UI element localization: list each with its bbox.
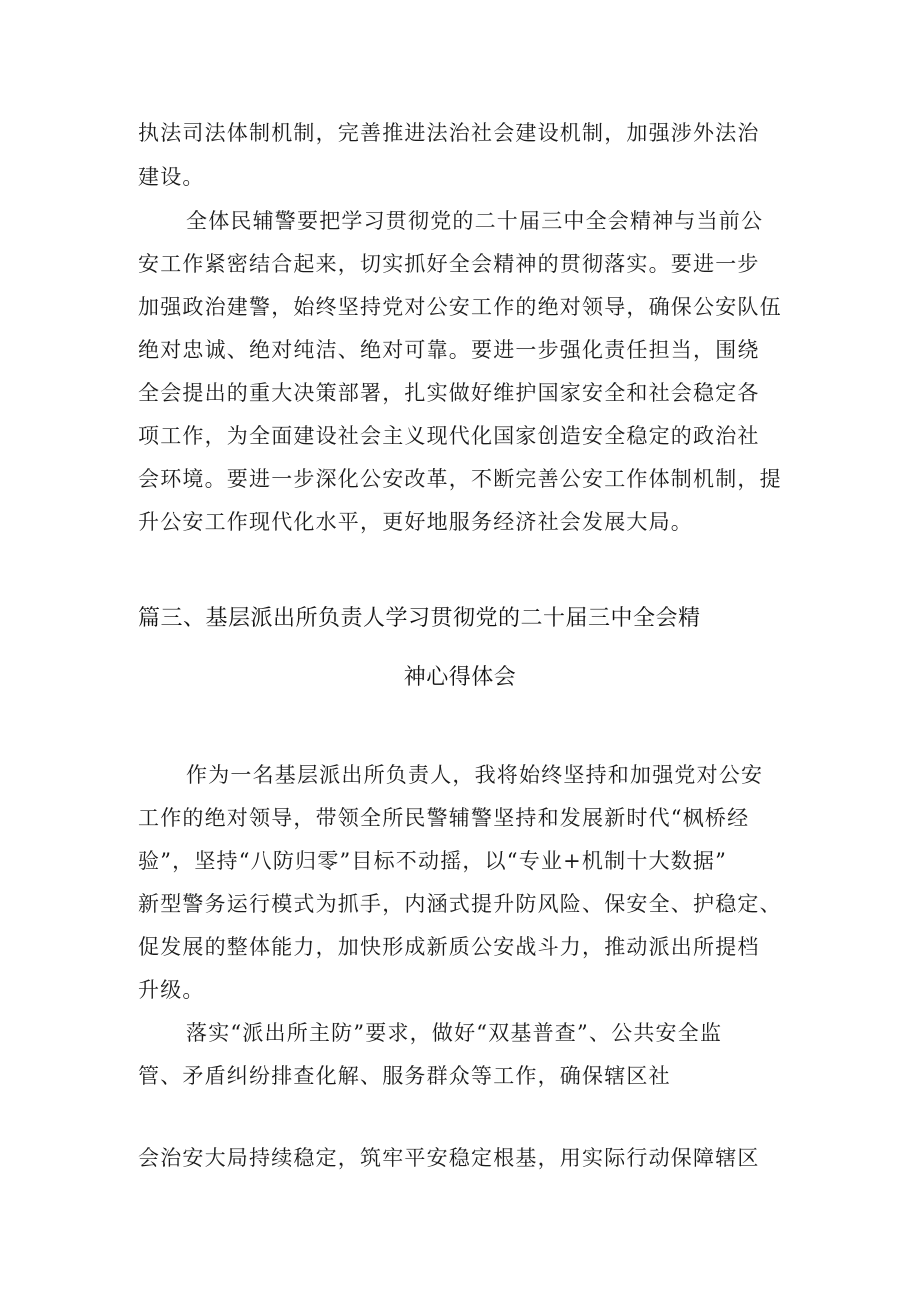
text-line: 绝对忠诚、绝对纯洁、绝对可靠。要进一步强化责任担当，围绕 bbox=[138, 338, 760, 362]
text-line: 会治安大局持续稳定，筑牢平安稳定根基，用实际行动保障辖区 bbox=[138, 1146, 760, 1170]
text-line: 加强政治建警，始终坚持党对公安工作的绝对领导，确保公安队伍 bbox=[138, 295, 782, 319]
text-line: 执法司法体制机制，完善推进法治社会建设机制，加强涉外法治 bbox=[138, 121, 760, 145]
text-line: 升级。 bbox=[138, 978, 205, 1002]
text-line: 落实“派出所主防”要求，做好“双基普查”、公共安全监 bbox=[186, 1021, 723, 1045]
text-line: 全体民辅警要把学习贯彻党的二十届三中全会精神与当前公 bbox=[186, 209, 764, 233]
text-line: 会环境。要进一步深化公安改革，不断完善公安工作体制机制，提 bbox=[138, 467, 782, 491]
text-line: 项工作，为全面建设社会主义现代化国家创造安全稳定的政治社 bbox=[138, 424, 760, 448]
text-line: 全会提出的重大决策部署，扎实做好维护国家安全和社会稳定各 bbox=[138, 381, 760, 405]
text-line: 管、矛盾纠纷排查化解、服务群众等工作，确保辖区社 bbox=[138, 1064, 671, 1088]
text-line: 促发展的整体能力，加快形成新质公安战斗力，推动派出所提档 bbox=[138, 935, 760, 959]
text-line: 安工作紧密结合起来，切实抓好全会精神的贯彻落实。要进一步 bbox=[138, 252, 760, 276]
text-line: 验”，坚持“八防归零”目标不动摇，以“专业+机制十大数据” bbox=[138, 849, 728, 873]
section-title-line-2: 神心得体会 bbox=[403, 665, 517, 690]
text-line: 作为一名基层派出所负责人，我将始终坚持和加强党对公安 bbox=[186, 763, 764, 787]
text-line: 工作的绝对领导，带领全所民警辅警坚持和发展新时代“枫桥经 bbox=[138, 806, 750, 830]
text-line: 建设。 bbox=[138, 165, 205, 189]
text-line: 新型警务运行模式为抓手，内涵式提升防风险、保安全、护稳定、 bbox=[138, 892, 782, 916]
text-line: 升公安工作现代化水平，更好地服务经济社会发展大局。 bbox=[138, 510, 693, 534]
section-title-line-1: 篇三、基层派出所负责人学习贯彻党的二十届三中全会精 bbox=[138, 606, 701, 631]
